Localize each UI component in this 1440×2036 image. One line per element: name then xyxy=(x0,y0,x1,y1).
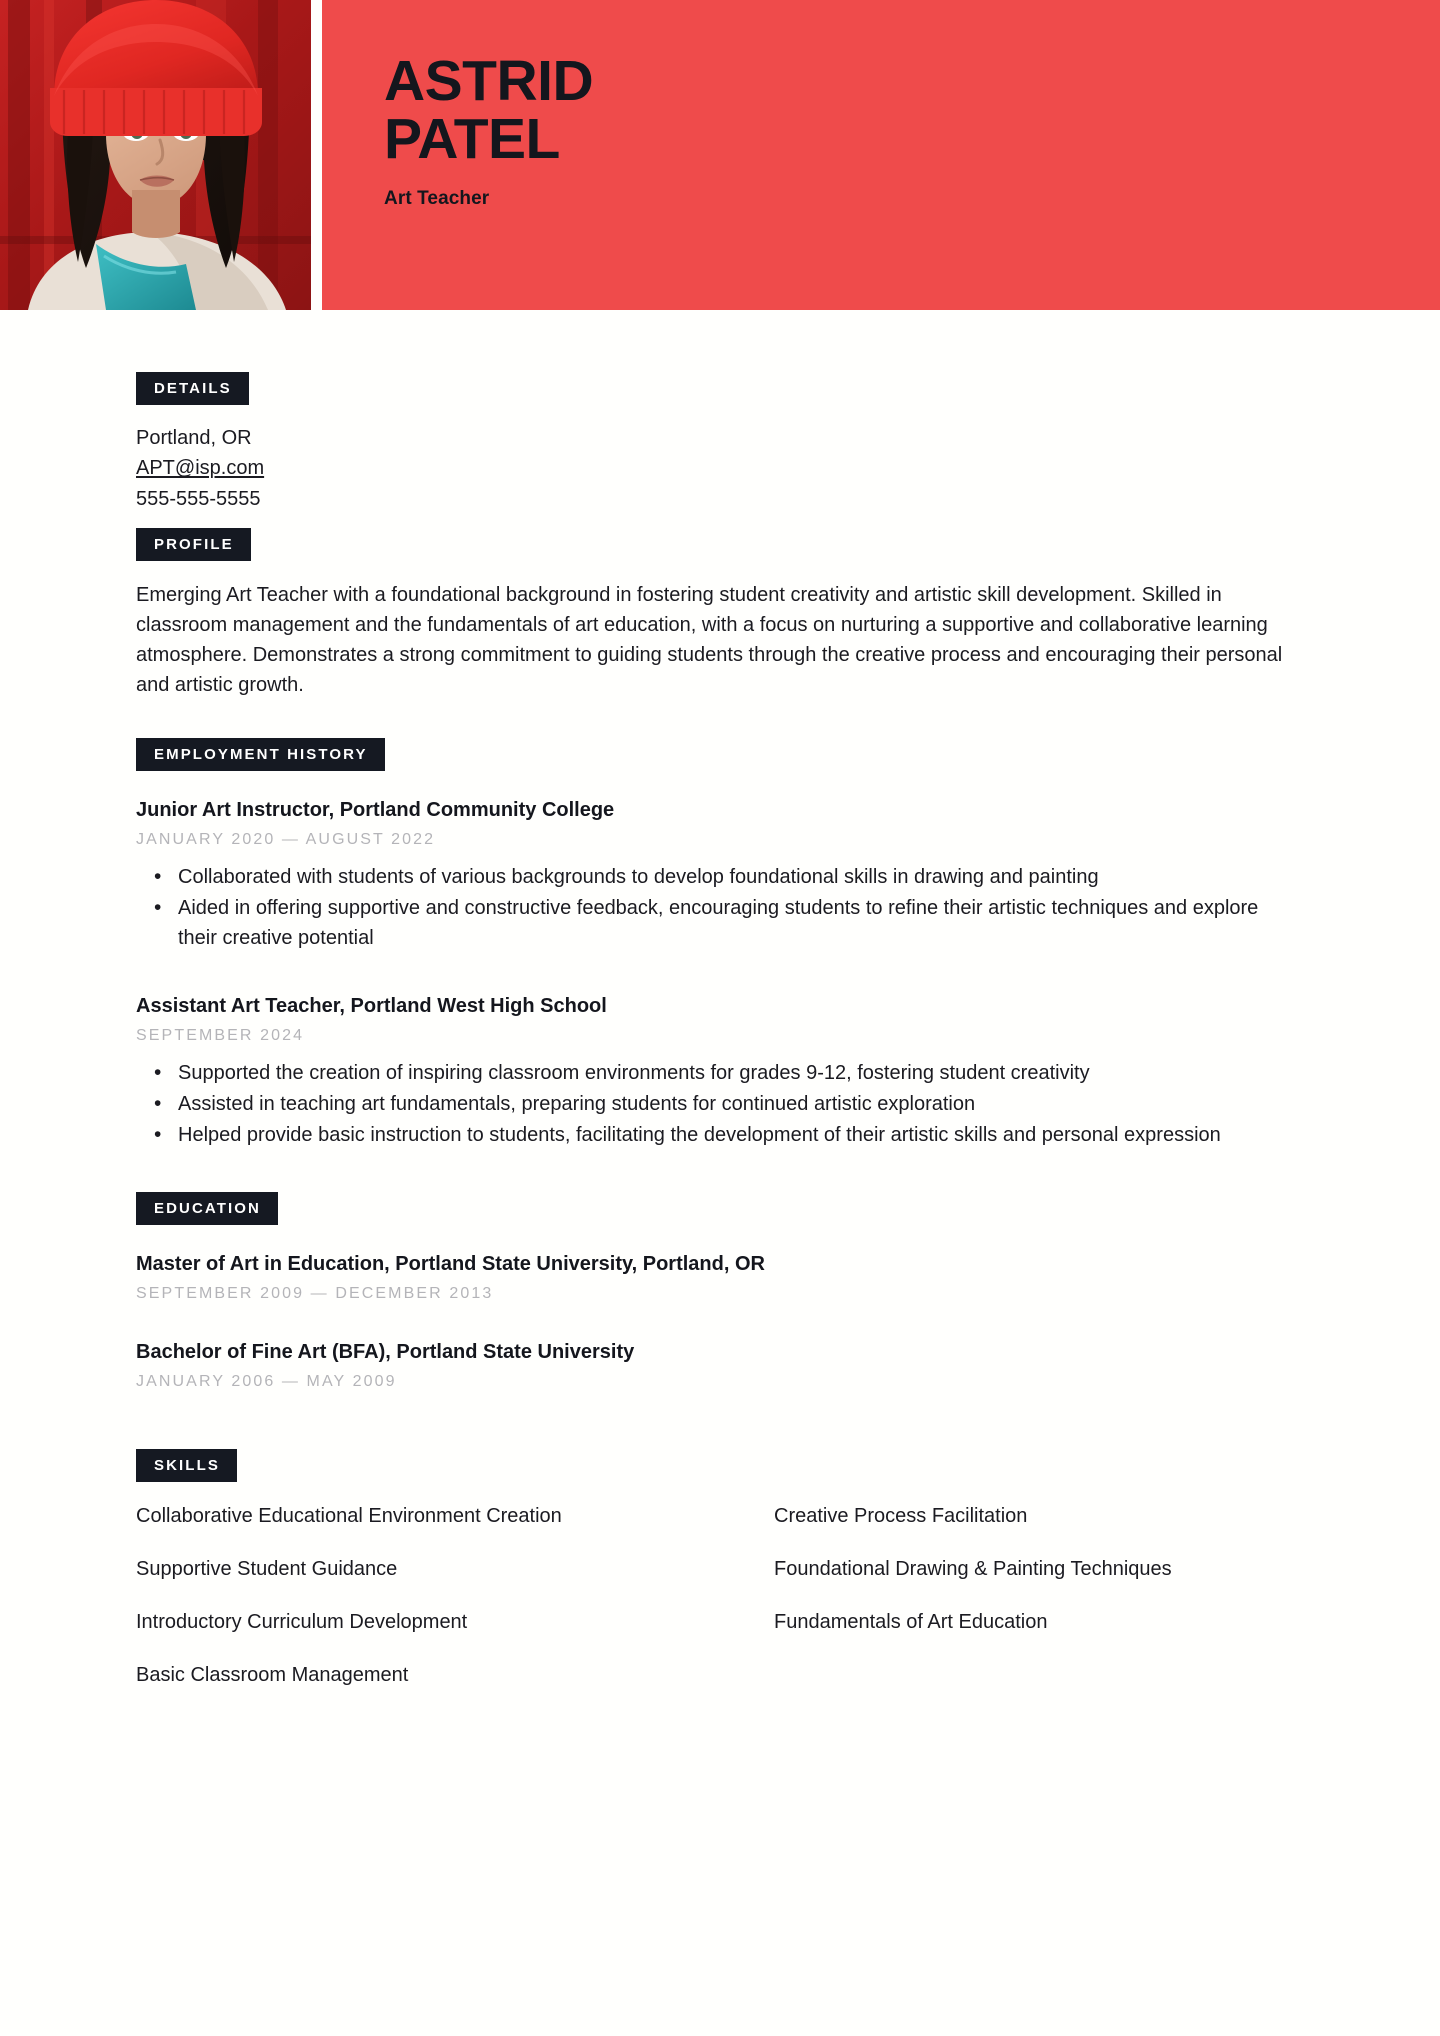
education-entry-title: Master of Art in Education, Portland State University, Portland, OR xyxy=(136,1253,765,1276)
employment-section xyxy=(136,738,1304,1150)
employment-section-badge: EMPLOYMENT HISTORY xyxy=(136,738,385,771)
contact-phone: 555-555-5555 xyxy=(136,487,261,510)
education-entry xyxy=(136,1339,1304,1391)
contact-details-list xyxy=(136,423,1304,514)
last-name: PATEL xyxy=(384,107,560,172)
employment-entry-title: Assistant Art Teacher, Portland West High School xyxy=(136,995,607,1018)
list-item: • Helped provide basic instruction to students, facilitating the development of their artistic skills and personal expression xyxy=(178,1120,1298,1150)
job-title: Art Teacher xyxy=(384,188,490,210)
employment-entry-title: Junior Art Instructor, Portland Community College xyxy=(136,799,615,822)
list-item: • Aided in offering supportive and constructive feedback, encouraging students to refine their artistic techniques and explore their creative potential xyxy=(178,893,1298,953)
profile-section-badge: PROFILE xyxy=(136,528,251,561)
skill-item: Foundational Drawing & Painting Techniques xyxy=(774,1558,1172,1581)
first-name: ASTRID xyxy=(384,49,594,113)
list-item: • Supported the creation of inspiring classroom environments for grades 9-12, fostering student creativity xyxy=(178,1058,1298,1088)
list-item: • Assisted in teaching art fundamentals, preparing students for continued artistic exploration xyxy=(178,1089,1298,1119)
education-entry xyxy=(136,1251,1304,1303)
contact-location: Portland, OR xyxy=(136,427,252,449)
skills-section-badge: SKILLS xyxy=(136,1449,237,1482)
resume-header xyxy=(0,0,1440,310)
employment-entry xyxy=(136,993,1304,1150)
contact-email-link[interactable]: APT@isp.com xyxy=(136,457,265,480)
profile-text: Emerging Art Teacher with a foundational background in fostering student creativity and artistic skill development. Skilled in classroom management and the fundamentals of art education, with a focus on nurturing a supportive and collaborative learning atmosphere. Demonstrates a strong commitment to guiding students through the creative process and encouraging their personal and artistic growth. xyxy=(136,584,1283,697)
details-section-badge: DETAILS xyxy=(136,372,249,405)
education-section-badge: EDUCATION xyxy=(136,1192,278,1225)
details-section xyxy=(136,372,1304,514)
skill-item: Collaborative Educational Environment Creation xyxy=(136,1505,562,1528)
skills-grid xyxy=(136,1504,1304,1716)
list-item: • Collaborated with students of various backgrounds to develop foundational skills in drawing and painting xyxy=(178,862,1298,892)
employment-entry-date: JANUARY 2020 — AUGUST 2022 xyxy=(136,831,436,849)
resume-body xyxy=(0,310,1440,1716)
skill-item: Supportive Student Guidance xyxy=(136,1558,398,1581)
skill-item: Introductory Curriculum Development xyxy=(136,1611,468,1634)
education-section xyxy=(136,1192,1304,1391)
education-entry-title: Bachelor of Fine Art (BFA), Portland State University xyxy=(136,1341,635,1364)
header-name-band xyxy=(311,0,1440,310)
employment-entry-bullets xyxy=(136,1058,1304,1150)
profile-section xyxy=(136,528,1304,700)
page-title xyxy=(384,49,814,172)
profile-photo xyxy=(0,0,311,310)
skill-item: Creative Process Facilitation xyxy=(774,1505,1028,1528)
education-entry-date: JANUARY 2006 — MAY 2009 xyxy=(136,1373,397,1391)
employment-entry xyxy=(136,797,1304,953)
education-entry-date: SEPTEMBER 2009 — DECEMBER 2013 xyxy=(136,1285,494,1303)
employment-entry-bullets xyxy=(136,862,1304,953)
skill-item: Fundamentals of Art Education xyxy=(774,1611,1048,1634)
skill-item: Basic Classroom Management xyxy=(136,1664,409,1687)
portrait-illustration xyxy=(0,0,311,310)
employment-entry-date: SEPTEMBER 2024 xyxy=(136,1027,305,1045)
skills-section xyxy=(136,1449,1304,1716)
